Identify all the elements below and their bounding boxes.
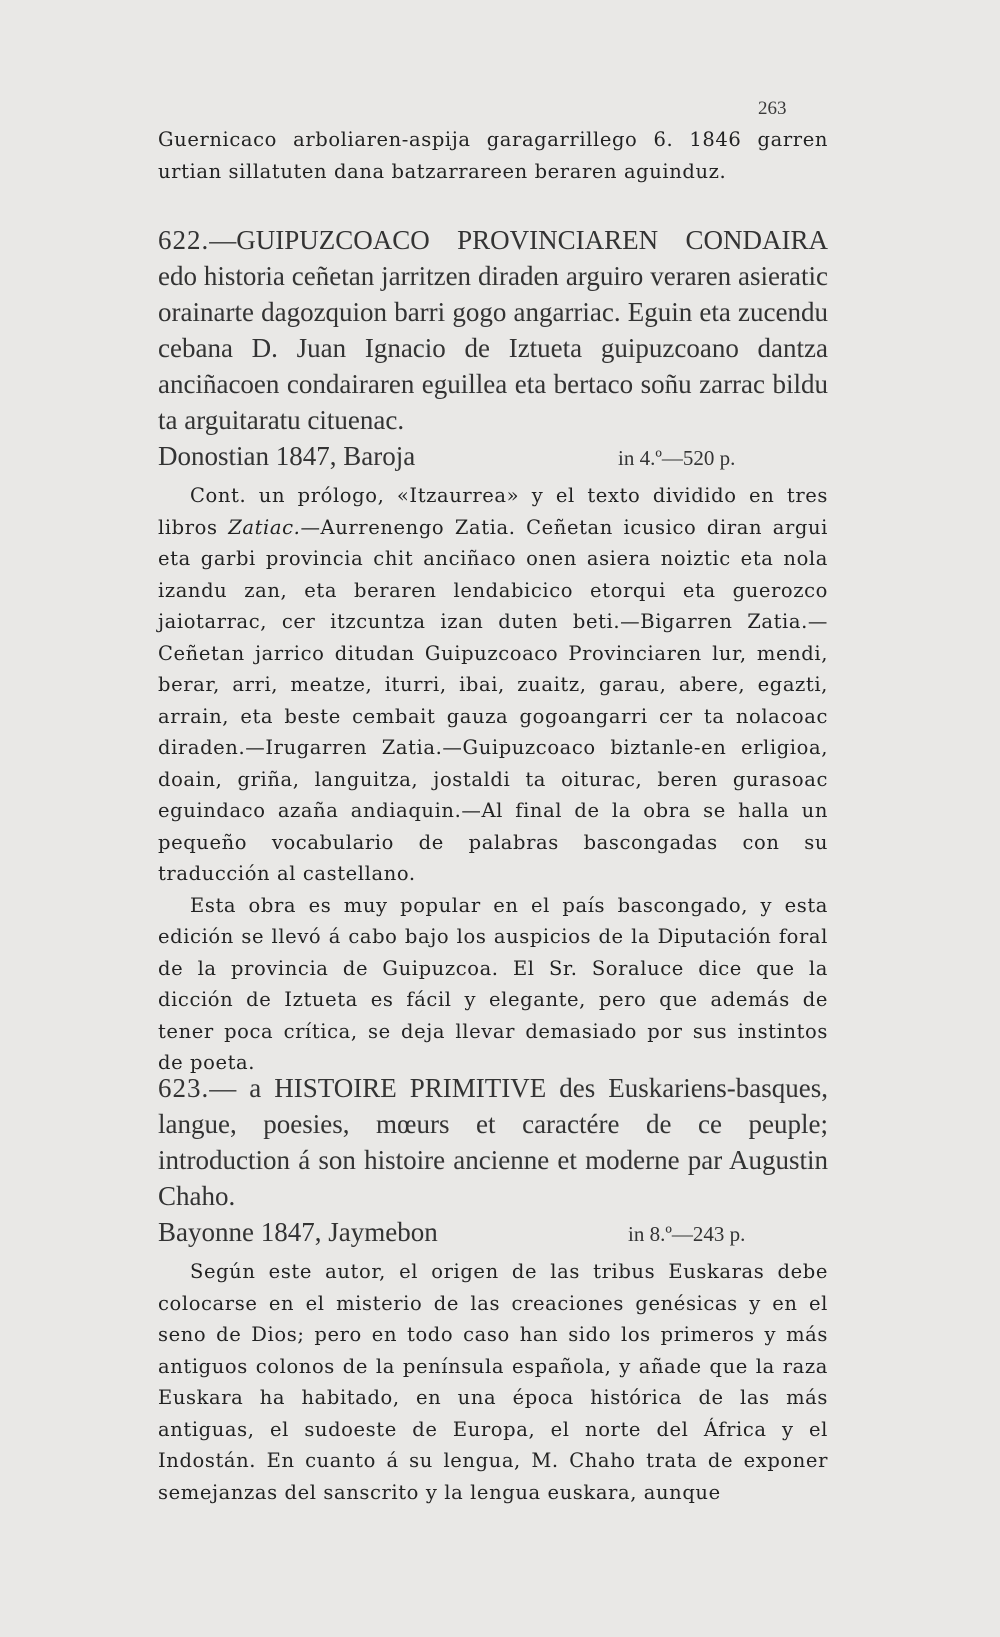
- description-paragraph: [158, 480, 828, 890]
- intro-paragraph: [158, 124, 828, 187]
- imprint-place-year-publisher: Donostian 1847, Baroja: [158, 441, 416, 471]
- page-number: 263: [758, 98, 787, 119]
- entry-623: [158, 1070, 828, 1508]
- entry-imprint: [158, 438, 828, 474]
- entry-title-text: —GUIPUZCOACO PROVINCIAREN CONDAIRA edo historia ceñetan jarritzen diraden arguiro veraren asieratic orainarte dagozquion barri gogo angarriac. Eguin eta zucendu cebana D. Juan Ignacio de Iztueta guipuzcoano dantza anciñacoen condairaren eguillea eta bertaco soñu zarrac bildu ta arguitaratu cituenac.: [158, 225, 828, 435]
- entry-description: [158, 480, 828, 1079]
- entry-number: 623.: [158, 1073, 210, 1103]
- intro-text: Guernicaco arboliaren-aspija garagarrillego 6. 1846 garren urtian sillatuten dana batzarrareen beraren aguinduz.: [158, 128, 828, 183]
- description-italic: Zatiac.: [228, 515, 301, 539]
- entry-imprint: [158, 1214, 828, 1250]
- description-text-a: Cont. un prólogo, «Itzaurrea» y el texto dividido en tres libros: [158, 484, 828, 539]
- comment-paragraph: Según este autor, el origen de las tribus Euskaras debe colocarse en el misterio de las creaciones genésicas y en el seno de Dios; pero en todo caso han sido los primeros y más antiguos colonos de la península española, y añade que la raza Euskara ha habitado, en una época histórica de las más antiguas, el sudoeste de Europa, el norte del África y el Indostán. En cuanto á su lengua, M. Chaho trata de exponer semejanzas del sanscrito y la lengua euskara, aunque: [158, 1260, 828, 1504]
- entry-description: [158, 1256, 828, 1508]
- imprint-place-year-publisher: Bayonne 1847, Jaymebon: [158, 1217, 438, 1247]
- entry-number: 622.: [158, 225, 210, 255]
- imprint-format: in 4.º—520 p.: [618, 446, 736, 470]
- entry-622: [158, 222, 828, 1079]
- entry-title: [158, 222, 828, 438]
- comment-paragraph: Esta obra es muy popular en el país bascongado, y esta edición se llevó á cabo bajo los auspicios de la Diputación foral de la provincia de Guipuzcoa. El Sr. Soraluce dice que la dicción de Iztueta es fácil y elegante, pero que además de tener poca crítica, se deja llevar demasiado por sus instintos de poeta.: [158, 893, 828, 1074]
- description-text-b: —Aurrenengo Zatia. Ceñetan icusico diran argui eta garbi provincia chit anciñaco onen asiera noiztic eta nola izandu zan, eta beraren lendabicico etorqui eta guerozco jaiotarrac, cer itzcuntza izan duten beti.—Bigarren Zatia.—Ceñetan jarrico ditudan Guipuzcoaco Provinciaren lur, mendi, berar, arri, meatze, iturri, ibai, zuaitz, garau, abere, egazti, arrain, eta beste cembait gauza gogoangarri cer ta nolacoac diraden.—Irugarren Zatia.—Guipuzcoaco biztanle-en erligioa, doain, griña, languitza, jostaldi ta oiturac, beren gurasoac eguindaco azaña andiaquin.—Al final de la obra se halla un pequeño vocabulario de palabras bascongadas con su traducción al castellano.: [158, 515, 828, 885]
- imprint-format: in 8.º—243 p.: [628, 1222, 746, 1246]
- entry-title-text: — a HISTOIRE PRIMITIVE des Euskariens-basques, langue, poesies, mœurs et caractére de ce peuple; introduction á son histoire ancienne et moderne par Augustin Chaho.: [158, 1073, 828, 1211]
- entry-title: [158, 1070, 828, 1214]
